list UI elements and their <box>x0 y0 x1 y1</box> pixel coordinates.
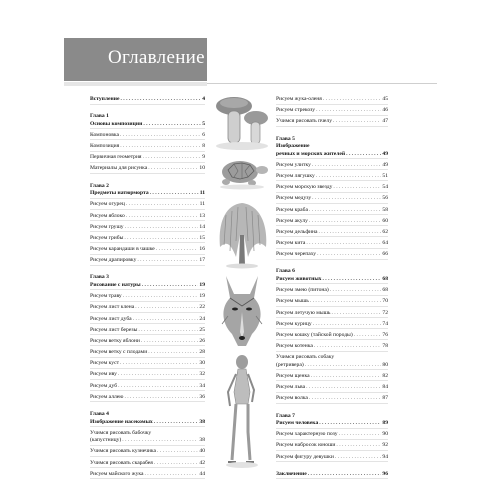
dot-leader <box>156 246 199 254</box>
toc-entry-line <box>276 354 388 362</box>
toc-page-number: 32 <box>199 371 205 378</box>
toc-entry-text: Композиция <box>90 143 120 150</box>
toc-entry <box>276 298 388 307</box>
toc-page-number: 9 <box>202 154 205 161</box>
toc-entry <box>276 229 388 238</box>
chapter-heading <box>90 274 205 282</box>
dot-leader <box>150 190 199 198</box>
toc-entry <box>90 257 205 266</box>
toc-entry <box>276 321 388 330</box>
toc-entry <box>276 96 388 105</box>
dot-leader <box>125 224 199 232</box>
toc-entry <box>276 218 388 227</box>
dot-leader <box>123 293 199 301</box>
chapter-heading <box>90 411 205 419</box>
toc-column-right <box>276 96 388 482</box>
dot-leader <box>122 437 198 445</box>
dot-leader <box>312 195 381 203</box>
dot-leader <box>120 132 201 140</box>
dot-leader <box>322 276 381 284</box>
toc-entry <box>276 431 388 440</box>
toc-page-number: 80 <box>382 361 388 368</box>
dot-leader <box>157 448 198 456</box>
toc-page-number: 45 <box>382 96 388 102</box>
chapter-heading-text: Глава 5 <box>276 135 295 142</box>
dot-leader <box>310 298 382 306</box>
toc-entry <box>90 213 205 222</box>
toc-entry <box>90 471 205 480</box>
toc-entry-text: Рисуем набросок юноши <box>276 442 336 449</box>
toc-entry <box>90 224 205 233</box>
toc-entry-text: Рисуем льва <box>276 384 306 391</box>
toc-entry <box>276 395 388 404</box>
dot-leader <box>154 460 199 468</box>
toc-page-number: 64 <box>382 240 388 247</box>
toc-page-number: 70 <box>382 298 388 305</box>
toc-entry-text: Рисуем майского жука <box>90 470 144 477</box>
dot-leader <box>314 343 382 351</box>
toc-entry <box>90 460 205 469</box>
toc-entry <box>90 338 205 347</box>
dot-leader <box>120 143 201 151</box>
toc-page-number: 62 <box>382 228 388 235</box>
toc-entry-text: Рисуем стрекозу <box>276 107 316 114</box>
toc-page-number: 87 <box>382 395 388 402</box>
toc-entry-text: речных и морских жителей <box>276 150 346 157</box>
toc-entry <box>276 207 388 216</box>
toc-entry-text: Рисуем черепаху <box>276 251 317 258</box>
toc-page-number: 56 <box>382 195 388 202</box>
chapter-heading-text: Глава 1 <box>90 113 109 120</box>
toc-entry <box>276 162 388 171</box>
chapter-heading-text: Изображение <box>276 143 310 150</box>
toc-entry-text: Рисуем грибы <box>90 234 124 241</box>
toc-entry-text: Основы композиции <box>90 120 143 127</box>
toc-page-number: 74 <box>382 320 388 327</box>
toc-page-number: 66 <box>382 251 388 258</box>
dot-leader <box>137 257 198 265</box>
toc-entry <box>90 327 205 336</box>
toc-entry <box>90 383 205 392</box>
dot-leader <box>141 338 199 346</box>
toc-entry-text: Рисуем жука-оленя <box>276 96 322 102</box>
dot-leader <box>124 235 198 243</box>
toc-entry-text: Рисуем волка <box>276 395 308 402</box>
toc-entry-text: (капустницу) <box>90 437 122 444</box>
toc-entry <box>90 165 205 174</box>
dot-leader <box>335 454 382 462</box>
toc-page-number: 78 <box>382 343 388 350</box>
toc-page-number: 11 <box>199 190 205 197</box>
dot-leader <box>330 287 382 295</box>
toc-entry <box>90 282 205 291</box>
toc-page-number: 8 <box>202 143 205 150</box>
toc-entry-text: Рисуем щенка <box>276 372 310 379</box>
dot-leader <box>154 419 199 427</box>
toc-entry-text: Рисуем лист дуба <box>90 315 132 322</box>
toc-page-number: 38 <box>199 437 205 444</box>
dot-leader <box>346 151 381 159</box>
toc-entry <box>276 343 388 352</box>
toc-entry <box>90 437 205 446</box>
toc-entry-text: Вступление <box>90 96 120 102</box>
toc-entry-text: Рисуем животных <box>276 275 322 282</box>
toc-entry-text: Первичная геометрия <box>90 154 142 161</box>
toc-page-number: 82 <box>382 372 388 379</box>
dot-leader <box>339 431 382 439</box>
toc-entry-text: Рисуем характерную позу <box>276 431 338 438</box>
dot-leader <box>118 371 199 379</box>
dot-leader <box>143 121 201 129</box>
toc-entry-text: Учимся рисовать скарабея <box>90 459 153 466</box>
toc-entry <box>90 419 205 428</box>
toc-page-number: 22 <box>199 304 205 311</box>
toc-page-number: 46 <box>382 107 388 114</box>
toc-entry <box>90 154 205 163</box>
toc-entry <box>276 195 388 204</box>
toc-entry <box>90 190 205 199</box>
toc-page-number: 54 <box>382 184 388 191</box>
toc-page-number: 14 <box>199 223 205 230</box>
dot-leader <box>305 362 382 370</box>
dot-leader <box>142 282 199 290</box>
toc-entry <box>276 332 388 341</box>
dot-leader <box>316 107 381 115</box>
dot-leader <box>148 165 198 173</box>
toc-entry-text: Изображение насекомых <box>90 418 153 425</box>
toc-entry <box>90 96 205 105</box>
toc-page-number: 11 <box>199 201 205 208</box>
toc-entry-text: Рисование с натуры <box>90 281 141 288</box>
dot-leader <box>309 218 381 226</box>
title-banner <box>64 38 207 81</box>
toc-entry-text: Рисуем лягушку <box>276 172 315 179</box>
toc-entry <box>90 293 205 302</box>
toc-entry <box>90 394 205 403</box>
dot-leader <box>126 201 199 209</box>
toc-entry <box>90 246 205 255</box>
dot-leader <box>138 327 198 335</box>
chapter-heading <box>276 136 388 144</box>
dot-leader <box>317 251 381 259</box>
toc-page-number: 58 <box>382 206 388 213</box>
toc-page-number: 72 <box>382 309 388 316</box>
toc-entry-text: Учимся рисовать бабочку <box>90 429 152 436</box>
toc-page-number: 49 <box>382 161 388 168</box>
toc-page-number: 51 <box>382 172 388 179</box>
toc-page-number: 68 <box>382 275 388 282</box>
toc-entry-text: Рисуем курицу <box>276 320 312 327</box>
toc-entry <box>276 287 388 296</box>
toc-entry-text: Рисуем мышь <box>276 298 309 305</box>
toc-page-number: 76 <box>382 331 388 338</box>
toc-entry <box>90 132 205 141</box>
toc-entry-text: Рисуем куст <box>90 360 120 367</box>
toc-entry <box>276 310 388 319</box>
dot-leader <box>312 162 382 170</box>
toc-entry-text: Рисуем дельфина <box>276 228 318 235</box>
toc-entry-text: Учимся рисовать пчелу <box>276 118 333 125</box>
turtle-illustration <box>212 152 272 192</box>
toc-entry-text: Рисуем огурец <box>90 201 125 208</box>
dot-leader <box>309 207 381 215</box>
toc-entry <box>90 121 205 130</box>
toc-entry-text: Учимся рисовать собаку <box>276 354 335 361</box>
toc-page-number: 6 <box>202 131 205 138</box>
dot-leader <box>120 360 198 368</box>
willow-tree-illustration <box>212 195 272 270</box>
toc-page-number: 15 <box>199 234 205 241</box>
toc-page-number: 26 <box>199 337 205 344</box>
toc-page-number: 34 <box>199 382 205 389</box>
toc-page-number: 89 <box>382 420 388 426</box>
toc-entry-text: Рисуем котенка <box>276 343 313 350</box>
dot-leader <box>313 321 382 329</box>
toc-entry <box>276 151 388 160</box>
dot-leader <box>323 96 382 104</box>
toc-page-number: 17 <box>199 257 205 264</box>
dot-leader <box>311 373 382 381</box>
toc-page-number: 94 <box>382 453 388 460</box>
toc-entry <box>276 362 388 371</box>
chapter-heading <box>276 413 388 421</box>
toc-entry <box>90 360 205 369</box>
toc-entry-text: Учимся рисовать кузнечика <box>90 448 157 455</box>
dot-leader <box>336 442 381 450</box>
toc-entry-text: Рисуем человека <box>276 420 319 426</box>
chapter-heading <box>276 143 388 151</box>
toc-entry-text: Рисуем фигуру девушки <box>276 453 334 460</box>
toc-entry-text: Рисуем траву <box>90 293 122 300</box>
dot-leader <box>124 394 198 402</box>
chapter-heading-text: Глава 6 <box>276 268 295 275</box>
toc-entry <box>276 420 388 429</box>
dot-leader <box>120 96 201 104</box>
toc-entry-text: Рисуем грушу <box>90 223 124 230</box>
dot-leader <box>135 304 198 312</box>
dot-leader <box>316 173 382 181</box>
toc-entry-text: Рисуем кошку (тайской породы) <box>276 331 353 338</box>
toc-page-number: 96 <box>382 470 388 477</box>
toc-entry-text: Рисуем акулу <box>276 217 308 224</box>
toc-entry-text: Рисуем карандаши в чашке <box>90 246 155 253</box>
toc-entry <box>276 454 388 463</box>
toc-entry-text: Рисуем морскую звезду <box>276 184 333 191</box>
chapter-heading-text: Глава 4 <box>90 411 109 417</box>
toc-entry-text: Рисуем яблоко <box>90 212 125 219</box>
chapter-heading-text: Глава 3 <box>90 274 109 281</box>
dot-leader <box>148 349 198 357</box>
toc-page-number: 68 <box>382 287 388 294</box>
toc-page-number: 36 <box>199 393 205 400</box>
toc-page-number: 38 <box>199 418 205 425</box>
dot-leader <box>354 332 382 340</box>
toc-entry-text: Заключение <box>276 470 307 477</box>
toc-page-number: 44 <box>199 470 205 477</box>
toc-entry-text: Рисуем медузу <box>276 195 312 202</box>
toc-page-number: 60 <box>382 217 388 224</box>
toc-column-left <box>90 96 205 482</box>
toc-entry-text: Рисуем летучую мышь <box>276 309 331 316</box>
dot-leader <box>333 118 381 126</box>
toc-entry-text: Рисуем лист березы <box>90 326 138 333</box>
toc-page-number: 16 <box>199 246 205 253</box>
toc-entry <box>276 240 388 249</box>
dot-leader <box>308 471 382 479</box>
toc-page-number: 42 <box>199 459 205 466</box>
toc-entry <box>276 118 388 127</box>
toc-entry-text: Рисуем ветку яблони <box>90 337 140 344</box>
dot-leader <box>118 383 198 391</box>
toc-entry-text: Рисуем краба <box>276 206 308 213</box>
toc-entry <box>90 349 205 358</box>
toc-entry <box>90 448 205 457</box>
title-underline <box>64 82 207 86</box>
mushroom-illustration <box>212 94 272 152</box>
dot-leader <box>126 213 199 221</box>
dot-leader <box>133 316 199 324</box>
chapter-heading-text: Глава 2 <box>90 182 109 189</box>
toc-entry-text: Рисуем иву <box>90 371 117 378</box>
toc-entry <box>276 384 388 393</box>
toc-entry <box>90 235 205 244</box>
toc-entry-text: (ретривера) <box>276 361 304 368</box>
toc-entry-text: Рисуем ветку с плодами <box>90 349 148 356</box>
toc-entry <box>276 373 388 382</box>
wolf-illustration <box>212 272 272 350</box>
toc-page-number: 4 <box>202 96 205 102</box>
dot-leader <box>331 310 381 318</box>
toc-page-number: 90 <box>382 431 388 438</box>
toc-entry-text: Рисуем кита <box>276 240 306 247</box>
toc-entry-text: Предметы натюрморта <box>90 190 149 197</box>
dot-leader <box>306 384 381 392</box>
toc-entry <box>276 442 388 451</box>
toc-page-number: 19 <box>199 281 205 288</box>
toc-entry-text: Рисуем аллею <box>90 393 124 400</box>
toc-entry <box>276 184 388 193</box>
chapter-heading <box>276 268 388 276</box>
toc-page-number: 28 <box>199 349 205 356</box>
toc-page-number: 92 <box>382 442 388 449</box>
toc-page-number: 30 <box>199 360 205 367</box>
toc-entry-text: Материалы для рисунка <box>90 165 148 172</box>
toc-page-number: 40 <box>199 448 205 455</box>
header-rule <box>207 83 437 84</box>
toc-entry <box>90 201 205 210</box>
dot-leader <box>144 471 198 479</box>
toc-entry <box>90 371 205 380</box>
toc-entry-text: Компоновка <box>90 131 120 138</box>
female-figure-illustration <box>212 352 272 472</box>
toc-page-number: 49 <box>382 150 388 157</box>
chapter-heading <box>90 183 205 191</box>
chapter-heading-text: Глава 7 <box>276 412 295 419</box>
toc-page-number: 5 <box>202 120 205 127</box>
toc-entry <box>276 276 388 285</box>
toc-page-number: 24 <box>199 315 205 322</box>
page-title: Оглавление <box>108 47 205 68</box>
toc-entry <box>276 173 388 182</box>
toc-page-number: 47 <box>382 118 388 125</box>
toc-entry <box>276 471 388 480</box>
toc-entry-text: Рисуем драпировку <box>90 257 137 264</box>
toc-entry <box>276 251 388 260</box>
toc-entry-text: Рисуем змею (питона) <box>276 287 329 294</box>
toc-entry-text: Рисуем лист клена <box>90 304 135 311</box>
toc-entry <box>90 304 205 313</box>
dot-leader <box>333 184 381 192</box>
dot-leader <box>309 395 382 403</box>
toc-entry-text: Рисуем улитку <box>276 161 311 168</box>
toc-entry <box>90 316 205 325</box>
toc-entry-text: Рисуем дуб <box>90 382 118 389</box>
dot-leader <box>306 240 381 248</box>
toc-page-number: 19 <box>199 293 205 300</box>
chapter-heading <box>90 113 205 121</box>
toc-page-number: 25 <box>199 326 205 333</box>
toc-page-number: 13 <box>199 212 205 219</box>
toc-entry <box>90 143 205 152</box>
toc-page-number: 10 <box>199 165 205 172</box>
dot-leader <box>318 229 381 237</box>
toc-page-number: 84 <box>382 384 388 391</box>
dot-leader <box>143 154 202 162</box>
toc-entry <box>276 107 388 116</box>
dot-leader <box>319 420 381 428</box>
